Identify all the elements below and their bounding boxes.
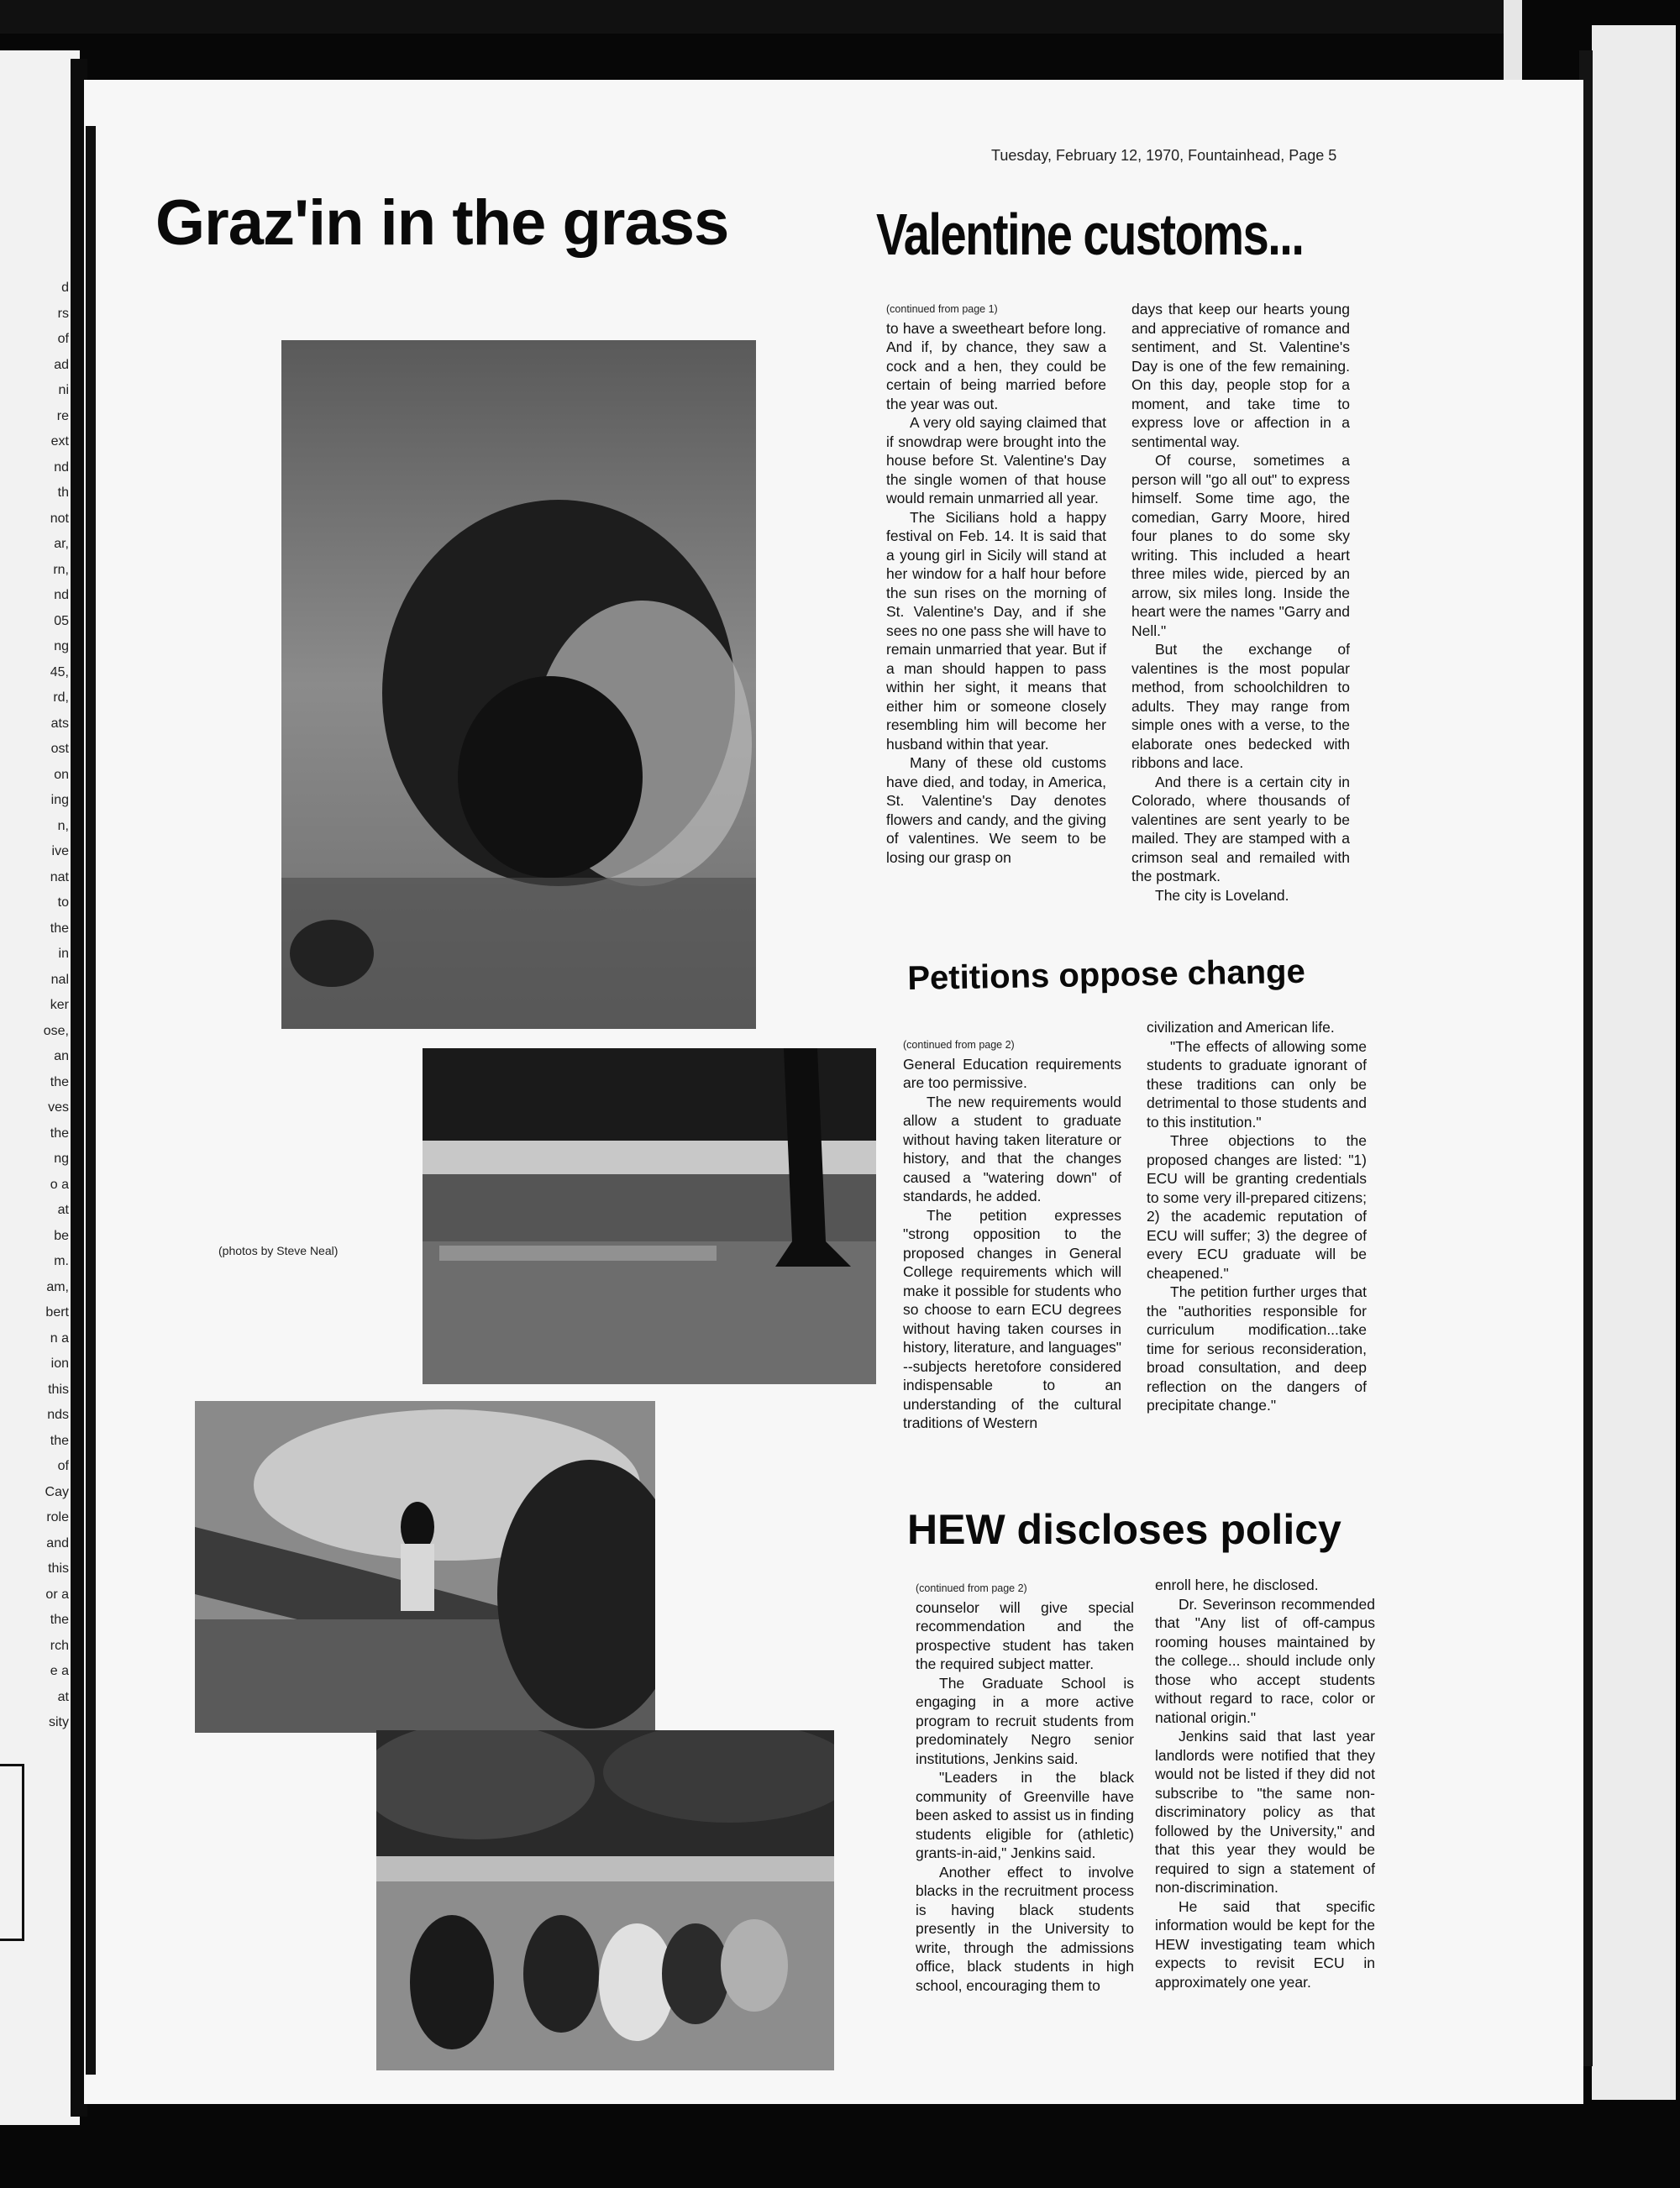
- left-page-fragment: ive: [51, 844, 69, 858]
- left-page-fragment: and: [46, 1535, 69, 1550]
- left-page-fragment: in: [58, 947, 69, 961]
- paragraph: The city is Loveland.: [1155, 886, 1289, 904]
- left-page-fragment: ni: [58, 383, 69, 397]
- left-page-fragment: ad: [54, 357, 69, 372]
- continued-note: (continued from page 2): [916, 1582, 1027, 1594]
- headline-hew: HEW discloses policy: [907, 1506, 1341, 1553]
- left-page-fragment: ng: [54, 639, 69, 653]
- paragraph: Three objections to the proposed changes are listed: "1) ECU will be granting credentials to some very ill-prepared citizens; 2) the academic reputation of ECU will suffer; 3) the degree of every ECU graduate will be cheapened.": [1147, 1132, 1367, 1282]
- left-page-fragment: th: [57, 485, 69, 500]
- paragraph: Dr. Severinson recommended that "Any list of off-campus rooming houses maintained by the college... should include only those who accept students without regard to race, color or national origin.": [1155, 1595, 1375, 1726]
- paragraph: Many of these old customs have died, and today, in America, St. Valentine's Day denotes flowers and candy, and the giving of valentines. We seem to be losing our grasp on: [886, 754, 1106, 866]
- paragraph: Of course, sometimes a person will "go all out" to express himself. Some time ago, the comedian, Garry Moore, hired four planes to do some sky writing. This included a heart three miles wide, pierced by an arrow, six miles long. Inside the heart were the names "Garry and Nell.": [1131, 452, 1350, 639]
- left-page-fragment: ar,: [54, 537, 69, 551]
- left-page-fragment: ose,: [43, 1023, 69, 1038]
- left-page-fragment: bert: [45, 1305, 69, 1320]
- left-page-fragment: be: [54, 1228, 69, 1243]
- paragraph: The Sicilians hold a happy festival on Feb. 14. It is said that a young girl in Sicily will stand at her window for a half hour before the sun rises on the morning of St. Valentine's Day, and if she sees no one pass she will have to remain unmarried that year. But if a man should happen to pass within her sight, it means that either him or someone closely resembling him will become her husband within that year.: [886, 508, 1106, 753]
- left-page-fragment: am,: [46, 1279, 69, 1294]
- left-page-fragment: ker: [50, 998, 69, 1012]
- photo-students-on-lawn: [376, 1730, 834, 2070]
- paragraph: "Leaders in the black community of Greenville have been asked to assist us in finding students eligible for (athletic) grants-in-aid," Jenkins said.: [916, 1769, 1134, 1861]
- left-page-fragment: the: [50, 921, 69, 936]
- left-page-fragment: at: [57, 1689, 69, 1704]
- left-page-fragment: 45,: [50, 664, 69, 679]
- left-page-fragment: ves: [48, 1100, 69, 1115]
- paragraph: Another effect to involve blacks in the recruitment process is having black students presently in the University to write, through the admissions office, black students in high school, encouraging them to: [916, 1863, 1134, 1994]
- left-page-fragment: nal: [50, 972, 69, 987]
- left-page-fragment: ost: [50, 742, 69, 756]
- left-page-fragment: rch: [50, 1638, 69, 1653]
- left-page-fragment: of: [57, 332, 69, 346]
- left-page-fragment: role: [46, 1510, 69, 1524]
- left-page-fragment: d: [61, 281, 69, 295]
- left-page-fragment: ats: [50, 716, 69, 731]
- left-page-fragment: nds: [47, 1408, 69, 1422]
- photo-girl-on-wall: [195, 1401, 655, 1733]
- back-page-edge: [0, 0, 1512, 34]
- left-page-fragment: n,: [57, 818, 69, 833]
- left-page-fragment: ing: [50, 793, 69, 807]
- paragraph: He said that specific information would be kept for the HEW investigating team which expects to revisit ECU in approximately one year.: [1155, 1897, 1375, 1991]
- photo-student-by-tree: [423, 1048, 876, 1384]
- left-page-fragment: ng: [54, 1152, 69, 1166]
- paragraph: The petition further urges that the "authorities responsible for curriculum modification...take time for serious reconsideration, broad consultation, and deep reflection on the dangers of precipitate change.": [1147, 1283, 1367, 1414]
- paragraph: counselor will give special recommendation and the prospective student has taken the required subject matter.: [916, 1598, 1134, 1672]
- paragraph: And there is a certain city in Colorado, where thousands of valentines are sent yearly to be mailed. They are stamped with a crimson seal and remailed with the postmark.: [1131, 773, 1350, 884]
- photo-credit: (photos by Steve Neal): [218, 1244, 339, 1257]
- headline-petitions: Petitions oppose change: [907, 952, 1306, 997]
- continued-note: (continued from page 2): [903, 1039, 1015, 1051]
- paragraph: Jenkins said that last year landlords were notified that they would not be listed if they did not subscribe to "the same non-discriminatory policy as that followed by the University," and that this year they would be required to sign a statement of non-discrimination.: [1155, 1728, 1375, 1896]
- paragraph: But the exchange of valentines is the most popular method, from schoolchildren to adults. They may range from simple ones with a verse, to the elaborate ones bedecked with ribbons and lace.: [1131, 641, 1350, 771]
- paragraph: days that keep our hearts young and appreciative of romance and sentiment, and St. Valentine's Day is one of the few remaining. On this day, people stop for a moment, and take time to express love or affection in a sentimental way.: [1131, 301, 1350, 450]
- left-page-fragment: n a: [50, 1330, 69, 1346]
- left-page-fragment: this: [48, 1382, 69, 1397]
- paragraph: "The effects of allowing some students to graduate ignorant of these traditions can only be detrimental to those students and to this institution.": [1147, 1037, 1367, 1131]
- paragraph: A very old saying claimed that if snowdrap were brought into the house before St. Valentine's Day the single women of that house would remain unmarried all year.: [886, 414, 1106, 506]
- paragraph: The petition expresses "strong opposition to the proposed changes in General College requirements which will make it possible for students who so choose to earn ECU degrees without having taken courses in history, literature, and languages" --subjects heretofore considered indispensable to an understanding of the cultural traditions of Western: [903, 1206, 1121, 1431]
- petitions-column-1: [903, 1036, 1121, 1433]
- left-page-fragment: or a: [45, 1587, 69, 1602]
- left-page-fragment: an: [54, 1049, 69, 1063]
- left-page-fragment: the: [50, 1613, 69, 1627]
- left-page-fragment: ext: [50, 434, 69, 449]
- valentine-column-2: [1131, 300, 1350, 905]
- left-page-fragment: the: [50, 1074, 69, 1089]
- left-page-fragment: nd: [54, 459, 69, 475]
- left-page-fragment: re: [56, 408, 69, 423]
- left-page-fragment: of: [57, 1459, 69, 1473]
- paragraph: The new requirements would allow a student to graduate without having taken literature or history, and that the changes caused a "watering down" of standards, he added.: [903, 1093, 1121, 1204]
- left-page-fragment: Cay: [45, 1484, 69, 1499]
- left-page-fragment: nd: [54, 588, 69, 602]
- left-page-fragment: nat: [50, 869, 69, 884]
- paragraph: civilization and American life.: [1147, 1019, 1335, 1036]
- page-left-border: [86, 126, 96, 2075]
- left-page-fragment: on: [54, 767, 69, 782]
- left-page-fragment: at: [57, 1203, 69, 1217]
- left-page-fragment: e a: [50, 1664, 69, 1678]
- hew-column-2: [1155, 1576, 1375, 1991]
- headline-grazin: Graz'in in the grass: [155, 187, 729, 259]
- left-page-fragment: the: [50, 1433, 69, 1448]
- left-page-fragment: not: [50, 511, 69, 526]
- left-page-fragment: rn,: [53, 562, 69, 577]
- right-page-edge: [1592, 25, 1676, 2100]
- hew-column-1: [916, 1579, 1134, 1995]
- left-page-fragment: 05: [54, 613, 69, 628]
- valentine-column-1: [886, 300, 1106, 867]
- left-page-box: [0, 1764, 24, 1941]
- dateline: Tuesday, February 12, 1970, Fountainhead, Page 5: [991, 147, 1337, 164]
- paragraph: General Education requirements are too permissive.: [903, 1055, 1121, 1091]
- left-page-fragment: m.: [54, 1254, 69, 1268]
- paragraph: enroll here, he disclosed.: [1155, 1577, 1319, 1593]
- left-page-fragment: rs: [57, 306, 69, 321]
- photo-couple-on-grass: [281, 340, 756, 1029]
- left-page-fragment: this: [48, 1561, 69, 1576]
- petitions-column-2: [1147, 1018, 1367, 1415]
- left-page-fragment: rd,: [53, 690, 69, 705]
- paragraph: The Graduate School is engaging in a more active program to recruit students from predominately Negro senior institutions, Jenkins said.: [916, 1674, 1134, 1767]
- left-page-fragment: sity: [49, 1715, 69, 1729]
- left-page-fragment: the: [50, 1125, 69, 1141]
- left-page-fragment: to: [57, 895, 69, 910]
- back-page-corner: [1504, 0, 1522, 80]
- left-page-fragment: o a: [50, 1177, 69, 1192]
- paragraph: to have a sweetheart before long. And if, by chance, they saw a cock and a hen, they could be certain of being married before the year was out.: [886, 319, 1106, 412]
- left-page-fragment: ion: [50, 1356, 69, 1371]
- continued-note: (continued from page 1): [886, 303, 998, 315]
- headline-valentine-customs: Valentine customs...: [876, 201, 1304, 267]
